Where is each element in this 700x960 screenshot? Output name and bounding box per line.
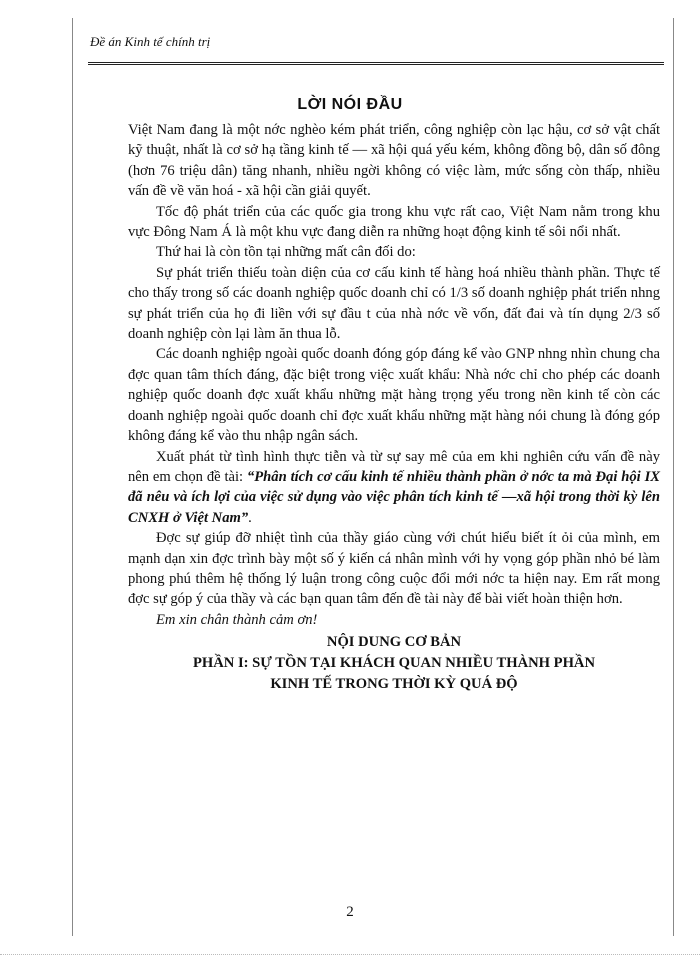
header-divider	[88, 62, 664, 65]
part-heading-line-2: KINH TẾ TRONG THỜI KỲ QUÁ ĐỘ	[270, 676, 518, 693]
running-header: Đề án Kinh tế chính trị	[90, 34, 211, 49]
paragraph-1: Việt Nam đang là một nớc nghèo kém phát triển, công nghiệp còn lạc hậu, cơ sở vật chất kỹ thuật, nhất là cơ sở hạ tầng kinh tế — xã hội quá yếu kém, không đồng bộ, dân số đông (hơn 76 triệu dân) tăng nhanh, nhiều ngời không có việc làm, mức sống còn thấp, nhiều vấn đề về văn hoá - xã hội cần giải quyết.	[128, 122, 660, 200]
paragraph-6-end: .	[248, 509, 252, 526]
paragraph-6-lead: Xuất phát từ tình hình thực tiễn và từ sự say mê của em khi nghiên cứu vấn đề này nên em chọn đề tài:	[128, 448, 660, 485]
document-body	[128, 120, 660, 695]
paragraph-4: Sự phát triển thiếu toàn diện của cơ cấu kinh tế hàng hoá nhiều thành phần. Thực tế cho thấy trong số các doanh nghiệp quốc doanh chỉ có 1/3 số doanh nghiệp phát triển nhng sự phát triển của họ đi liền với sự đầu t của nhà nớc về vốn, đất đai và tín dụng 2/3 số doanh nghiệp còn lại làm ăn thua lỗ.	[128, 264, 660, 343]
paragraph-3: Thứ hai là còn tồn tại những mất cân đối do:	[156, 244, 416, 261]
document-title: LỜI NÓI ĐẦU	[297, 96, 403, 113]
paragraph-5: Các doanh nghiệp ngoài quốc doanh đóng góp đáng kể vào GNP nhng nhìn chung cha đợc quan tâm thích đáng, đặc biệt trong việc xuất khẩu: Nhà nớc chỉ cho phép các doanh nghiệp quốc doanh đợc xuất khẩu những mặt hàng trọng yếu trong nền kinh tế còn các doanh nghiệp ngoài quốc doanh chỉ đợc xuất khẩu những mặt hàng nói chung là đóng góp không đáng kể vào thu nhập ngân sách.	[128, 346, 660, 445]
thanks-line: Em xin chân thành cảm ơn!	[156, 611, 318, 628]
thesis-topic: “Phân tích cơ cấu kinh tế nhiều thành phần ở nớc ta mà Đại hội IX đã nêu và ích lợi của việc sử dụng vào việc phân tích kinh tế —xã hội trong thời kỳ lên CNXH ở Việt Nam”	[128, 468, 660, 526]
part-heading-line-1: PHẦN I: SỰ TỒN TẠI KHÁCH QUAN NHIỀU THÀNH PHẦN	[192, 655, 596, 672]
content-heading: NỘI DUNG CƠ BẢN	[326, 634, 462, 651]
page-number: 2	[346, 904, 354, 920]
paragraph-7: Đợc sự giúp đỡ nhiệt tình của thầy giáo cùng với chút hiểu biết ít ỏi của mình, em mạnh dạn xin đợc trình bày một số ý kiến cá nhân mình với hy vọng góp phần nhỏ bé làm phong phú thêm hệ thống lý luận trong công cuộc đổi mới nớc ta hiện nay. Em rất mong đợc sự góp ý của thầy và các bạn quan tâm đến đề tài này để bài viết hoàn thiện hơn.	[128, 530, 660, 608]
bottom-divider	[0, 954, 700, 955]
paragraph-6	[128, 447, 660, 529]
paragraph-2: Tốc độ phát triển của các quốc gia trong khu vực rất cao, Việt Nam nằm trong khu vực Đông Nam Á là một khu vực đang diễn ra những hoạt động kinh tế sôi nổi nhất.	[128, 203, 660, 241]
